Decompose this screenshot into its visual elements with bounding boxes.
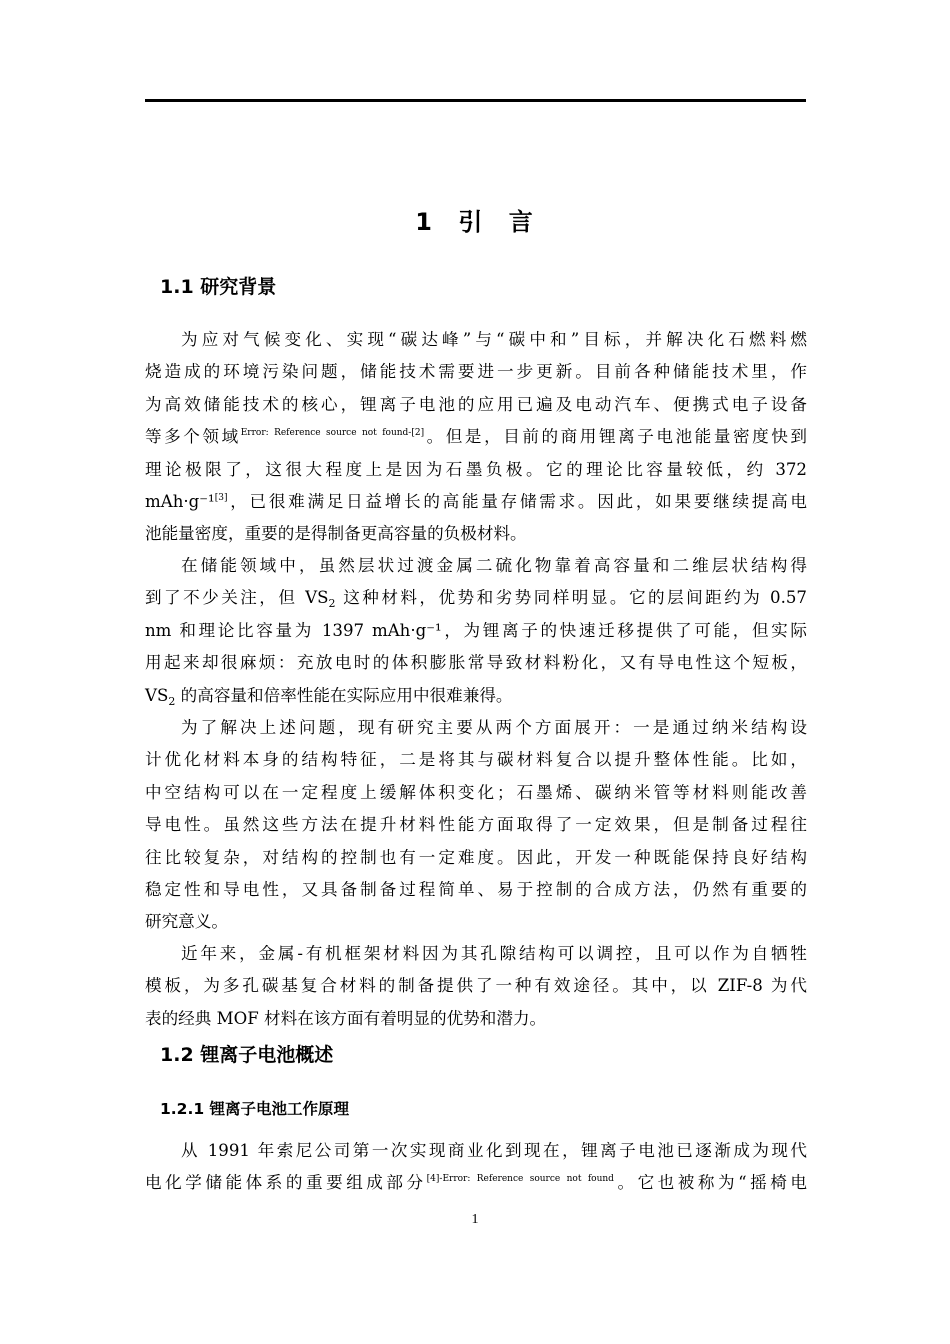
citation-ref: Error: Reference source not found-[2] [240,428,425,439]
chapter-title: 1 引 言 [415,208,535,236]
paragraph-background-1: 为应对气候变化、实现“碳达峰”与“碳中和”目标，并解决化石燃料燃 烧造成的环境污染问题，储能技术需要进一步更新。目前各种储能技术里，作 为高效储能技术的核心，锂离子电池的应用已遍及电动汽车、便携式电子设备 等多个领域$^{Error: Reference source not found-[2]}$。但是，目前的商用锂离子电池能量密度快到 理论极限了，这很大程度上是因为石墨负极。它的理论比容量较低，约 372 mAh·g⁻¹[3]，已很难满足日益增长的高能量存储需求。因此，如果要继续提高电 池能量密度，重要的是得制备更高容量的负极材料。 [145,330,808,544]
paragraph-background-4: 近年来，金属-有机框架材料因为其孔隙结构可以调控，且可以作为自牺牲 模板，为多孔碳基复合材料的制备提供了一种有效途径。其中，以 ZIF-8 为代 表的经典 MOF 材料在该方面有着明显的优势和潜力。 [145,944,807,1028]
citation-ref: [3] [214,492,228,503]
citation-ref: [4]-Error: Reference source not found [426,1174,614,1185]
page-number: 1 [471,1212,479,1227]
section-heading-1-1: 1.1 研究背景 [160,276,277,298]
section-heading-1-2: 1.2 锂离子电池概述 [160,1044,334,1066]
subsection-heading-1-2-1: 1.2.1 锂离子电池工作原理 [160,1100,350,1118]
paragraph-principle-1: 从 1991 年索尼公司第一次实现商业化到现在，锂离子电池已逐渐成为现代 电化学储能体系的重要组成部分$^{[4]-Error: Reference source not found}$。它也被称为“摇椅电 [145,1141,807,1193]
header-rule [145,99,806,102]
paragraph-background-3: 为了解决上述问题，现有研究主要从两个方面展开：一是通过纳米结构设 计优化材料本身的结构特征，二是将其与碳材料复合以提升整体性能。比如， 中空结构可以在一定程度上缓解体积变化；石墨烯、碳纳米管等材料则能改善 导电性。虽然这些方法在提升材料性能方面取得了一定效果，但是制备过程往 往比较复杂，对结构的控制也有一定难度。因此，开发一种既能保持良好结构 稳定性和导电性，又具备制备过程简单、易于控制的合成方法，仍然有重要的 研究意义。 [145,718,807,932]
paragraph-background-2: 在储能领域中，虽然层状过渡金属二硫化物靠着高容量和二维层状结构得 到了不少关注，但 $VS_2$ 这种材料，优势和劣势同样明显。它的层间距约为 0.57 nm 和理论比容量为 1397 mAh·g⁻¹，为锂离子的快速迁移提供了可能，但实际 用起来却很麻烦：充放电时的体积膨胀常导致材料粉化，又有导电性这个短板， $VS_2$ 的高容量和倍率性能在实际应用中很难兼得。 [145,556,807,708]
